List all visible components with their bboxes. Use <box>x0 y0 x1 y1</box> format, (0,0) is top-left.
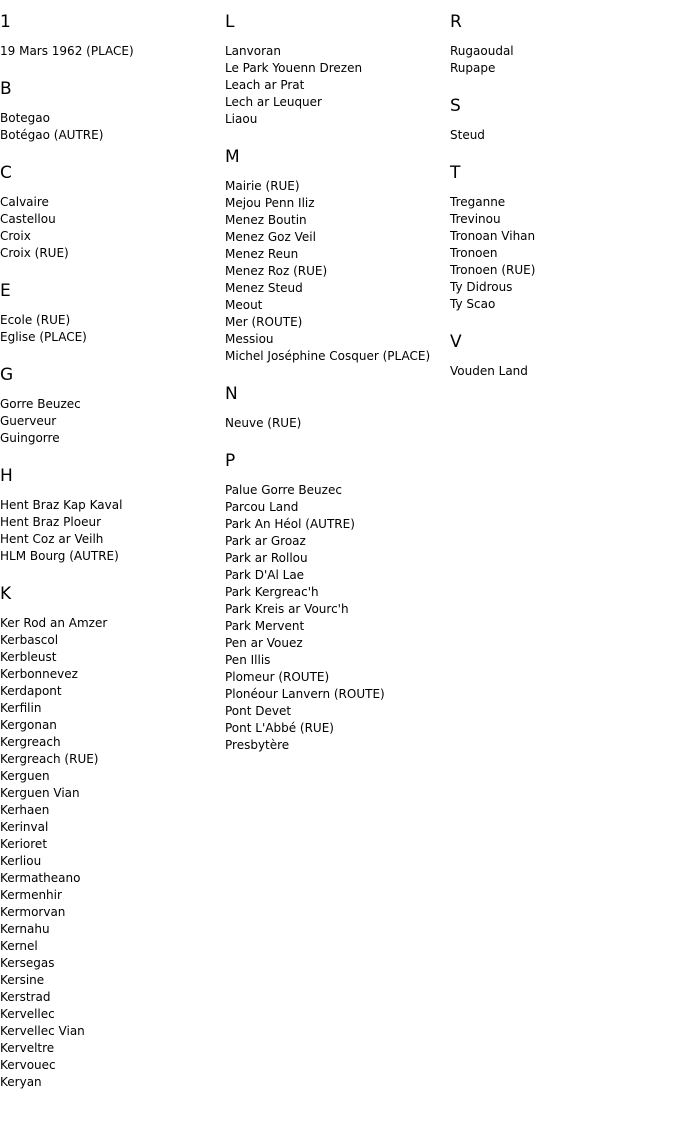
street-name: Ker Rod an Amzer <box>0 616 108 630</box>
letter-heading: B <box>0 79 12 99</box>
street-name: Lech ar Leuquer <box>225 95 322 109</box>
street-name: Rupape <box>450 61 496 75</box>
street-name: Croix <box>0 229 31 243</box>
street-name: Kerioret <box>0 837 48 851</box>
street-name: Kerinval <box>0 820 49 834</box>
letter-section <box>0 79 225 144</box>
street-name: Kergreach (RUE) <box>0 752 99 766</box>
street-name: Keryan <box>0 1075 42 1089</box>
letter-heading: S <box>450 96 461 116</box>
street-list <box>0 43 225 60</box>
street-name: Mairie (RUE) <box>225 179 300 193</box>
street-list <box>0 312 225 346</box>
street-name: Steud <box>450 128 485 142</box>
street-name: Menez Boutin <box>225 213 307 227</box>
letter-section <box>0 584 225 1091</box>
letter-heading: T <box>450 163 461 183</box>
letter-heading: K <box>0 584 12 604</box>
street-name: Menez Roz (RUE) <box>225 264 328 278</box>
street-name: Mejou Penn Iliz <box>225 196 315 210</box>
street-name: Park D'Al Lae <box>225 568 305 582</box>
street-name: Kergonan <box>0 718 57 732</box>
letter-heading: G <box>0 365 14 385</box>
street-list <box>450 194 675 313</box>
street-name: Hent Coz ar Veilh <box>0 532 104 546</box>
street-list <box>225 43 450 128</box>
street-name: Castellou <box>0 212 56 226</box>
letter-heading: P <box>225 451 236 471</box>
street-name: Tronoan Vihan <box>450 229 536 243</box>
street-list <box>450 43 675 77</box>
street-name: Guerveur <box>0 414 57 428</box>
street-name: Pen Illis <box>225 653 271 667</box>
street-name: Kervellec <box>0 1007 55 1021</box>
street-list <box>450 127 675 144</box>
street-list <box>0 396 225 447</box>
street-name: Plonéour Lanvern (ROUTE) <box>225 687 385 701</box>
letter-section <box>225 12 450 128</box>
street-name: Trevinou <box>450 212 501 226</box>
street-name: HLM Bourg (AUTRE) <box>0 549 119 563</box>
street-list <box>0 110 225 144</box>
street-name: Menez Steud <box>225 281 303 295</box>
street-name: Eglise (PLACE) <box>0 330 87 344</box>
street-name: 19 Mars 1962 (PLACE) <box>0 44 134 58</box>
street-list <box>225 415 450 432</box>
street-name: Park Mervent <box>225 619 305 633</box>
street-name: Liaou <box>225 112 258 126</box>
index-column-1 <box>0 12 225 1110</box>
letter-section <box>0 163 225 262</box>
street-name: Hent Braz Kap Kaval <box>0 498 123 512</box>
letter-heading: 1 <box>0 12 11 32</box>
street-name: Pont Devet <box>225 704 292 718</box>
street-name: Park Kergreac'h <box>225 585 319 599</box>
street-name: Park ar Groaz <box>225 534 306 548</box>
street-name: Michel Joséphine Cosquer (PLACE) <box>225 349 431 363</box>
letter-heading: V <box>450 332 462 352</box>
street-name: Treganne <box>450 195 506 209</box>
street-name: Botegao <box>0 111 50 125</box>
index-column-2 <box>225 12 450 773</box>
street-name: Kerliou <box>0 854 42 868</box>
street-name: Pen ar Vouez <box>225 636 303 650</box>
street-name: Vouden Land <box>450 364 528 378</box>
street-name: Kerguen <box>0 769 50 783</box>
letter-section <box>225 451 450 754</box>
street-name: Kermorvan <box>0 905 66 919</box>
street-list <box>225 482 450 754</box>
street-name: Gorre Beuzec <box>0 397 81 411</box>
street-name: Kerhaen <box>0 803 50 817</box>
street-name: Messiou <box>225 332 274 346</box>
street-name: Kermenhir <box>0 888 62 902</box>
street-name: Tronoen (RUE) <box>450 263 536 277</box>
street-name: Tronoen <box>450 246 498 260</box>
street-name: Parcou Land <box>225 500 299 514</box>
street-name: Kergreach <box>0 735 61 749</box>
street-name: Kerstrad <box>0 990 51 1004</box>
street-name: Menez Goz Veil <box>225 230 316 244</box>
street-name: Kernahu <box>0 922 50 936</box>
street-name: Kerbonnevez <box>0 667 78 681</box>
street-name: Hent Braz Ploeur <box>0 515 101 529</box>
street-list <box>0 615 225 1091</box>
street-name: Croix (RUE) <box>0 246 69 260</box>
street-name: Kerbleust <box>0 650 57 664</box>
street-name: Kerbascol <box>0 633 59 647</box>
letter-section <box>225 147 450 365</box>
street-name: Kermatheano <box>0 871 81 885</box>
letter-heading: E <box>0 281 11 301</box>
street-name: Kerdapont <box>0 684 62 698</box>
street-name: Ty Scao <box>450 297 496 311</box>
street-name: Kersine <box>0 973 45 987</box>
letter-section <box>0 466 225 565</box>
street-name: Kersegas <box>0 956 55 970</box>
street-name: Ty Didrous <box>450 280 513 294</box>
street-name: Guingorre <box>0 431 60 445</box>
street-name: Leach ar Prat <box>225 78 305 92</box>
street-name: Kervellec Vian <box>0 1024 85 1038</box>
street-name: Kerguen Vian <box>0 786 80 800</box>
index-column-3 <box>450 12 675 399</box>
street-name: Palue Gorre Beuzec <box>225 483 342 497</box>
street-name: Kerfilin <box>0 701 42 715</box>
street-name: Menez Reun <box>225 247 299 261</box>
street-name: Rugaoudal <box>450 44 514 58</box>
street-name: Plomeur (ROUTE) <box>225 670 330 684</box>
letter-section <box>0 281 225 346</box>
street-name: Pont L'Abbé (RUE) <box>225 721 334 735</box>
street-name: Meout <box>225 298 263 312</box>
street-list <box>225 178 450 365</box>
letter-section <box>450 12 675 77</box>
street-list <box>450 363 675 380</box>
letter-section <box>450 332 675 380</box>
street-name: Lanvoran <box>225 44 281 58</box>
letter-section <box>450 96 675 144</box>
street-name: Neuve (RUE) <box>225 416 302 430</box>
street-name: Kernel <box>0 939 38 953</box>
letter-section <box>0 365 225 447</box>
street-name: Kerveltre <box>0 1041 55 1055</box>
street-name: Mer (ROUTE) <box>225 315 303 329</box>
street-name: Ecole (RUE) <box>0 313 71 327</box>
street-name: Calvaire <box>0 195 49 209</box>
letter-section <box>0 12 225 60</box>
street-name: Park ar Rollou <box>225 551 308 565</box>
letter-heading: M <box>225 147 240 167</box>
street-name: Presbytère <box>225 738 290 752</box>
street-name: Le Park Youenn Drezen <box>225 61 363 75</box>
street-list <box>0 497 225 565</box>
street-name: Kervouec <box>0 1058 56 1072</box>
street-list <box>0 194 225 262</box>
letter-heading: R <box>450 12 462 32</box>
letter-heading: N <box>225 384 238 404</box>
letter-heading: H <box>0 466 13 486</box>
street-name: Park Kreis ar Vourc'h <box>225 602 349 616</box>
letter-section <box>450 163 675 313</box>
letter-heading: C <box>0 163 12 183</box>
letter-section <box>225 384 450 432</box>
street-name: Botégao (AUTRE) <box>0 128 104 142</box>
letter-heading: L <box>225 12 235 32</box>
street-name: Park An Héol (AUTRE) <box>225 517 355 531</box>
